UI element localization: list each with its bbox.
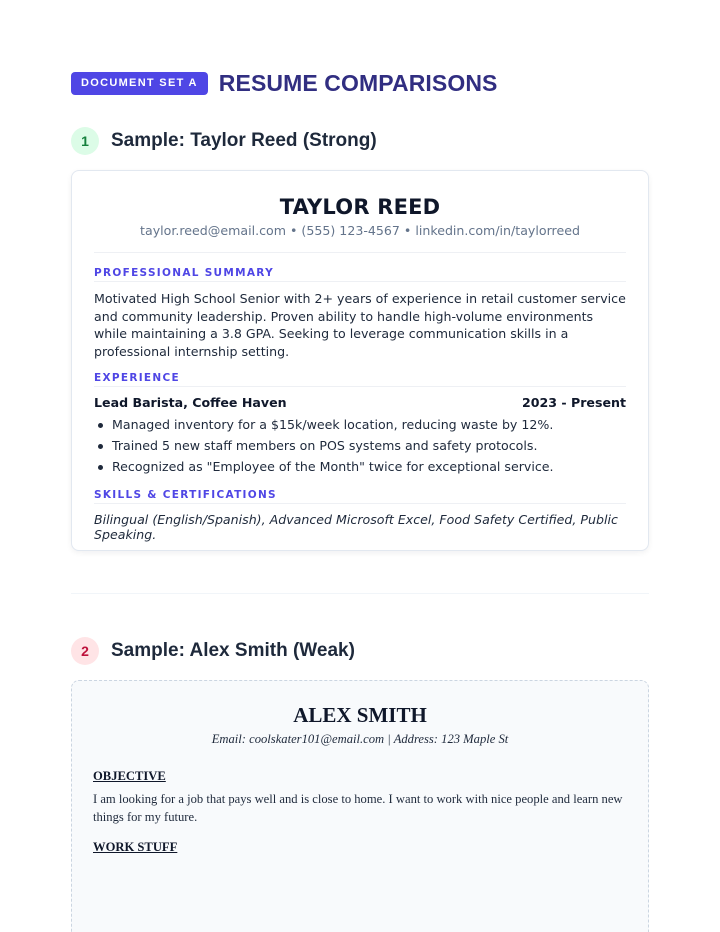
section-title-experience: EXPERIENCE [94, 372, 626, 387]
sample-heading-weak [71, 637, 355, 665]
section-title-summary: PROFESSIONAL SUMMARY [94, 267, 626, 282]
job-dates: 2023 - Present [521, 395, 626, 410]
section-divider [71, 593, 649, 594]
section-title-skills: SKILLS & CERTIFICATIONS [94, 489, 626, 504]
resume-contact: Email: coolskater101@email.com | Address: 123 Maple St [211, 732, 509, 746]
sample-number-badge: 2 [71, 637, 99, 665]
section-title-objective: OBJECTIVE [93, 769, 166, 783]
sample-title: Sample: Alex Smith (Weak) [111, 640, 355, 661]
page-title: RESUME COMPARISONS [218, 70, 498, 96]
skills-text: Bilingual (English/Spanish), Advanced Microsoft Excel, Food Safety Certified, Public Speaking. [94, 512, 618, 542]
job-title: Lead Barista, Coffee Haven [94, 395, 287, 410]
experience-bullets [94, 414, 626, 477]
resume-name: ALEX SMITH [293, 703, 427, 727]
resume-card-strong [71, 170, 649, 551]
list-item: Trained 5 new staff members on POS systems and safety protocols. [94, 435, 626, 456]
sample-heading-strong [71, 127, 377, 155]
divider [94, 252, 626, 253]
objective-text: I am looking for a job that pays well and is close to home. I want to work with nice people and learn new things for my future. [93, 792, 623, 824]
resume-contact: taylor.reed@email.com • (555) 123-4567 • linkedin.com/in/taylorreed [140, 223, 580, 238]
summary-text: Motivated High School Senior with 2+ years of experience in retail customer service and community leadership. Proven ability to handle high-volume environments while maintaining a 3.8 GPA. Seeking to leverage communication skills in a professional internship setting. [94, 291, 626, 359]
sample-title: Sample: Taylor Reed (Strong) [111, 130, 377, 151]
job-row [94, 395, 626, 410]
resume-name: TAYLOR REED [279, 195, 441, 219]
section-title-work: WORK STUFF [93, 840, 178, 854]
sample-number-badge: 1 [71, 127, 99, 155]
list-item: Recognized as "Employee of the Month" twice for exceptional service. [94, 456, 626, 477]
resume-card-weak [71, 680, 649, 932]
list-item: Managed inventory for a $15k/week location, reducing waste by 12%. [94, 414, 626, 435]
document-set-badge: DOCUMENT SET A [71, 72, 208, 95]
document-header [71, 70, 497, 97]
